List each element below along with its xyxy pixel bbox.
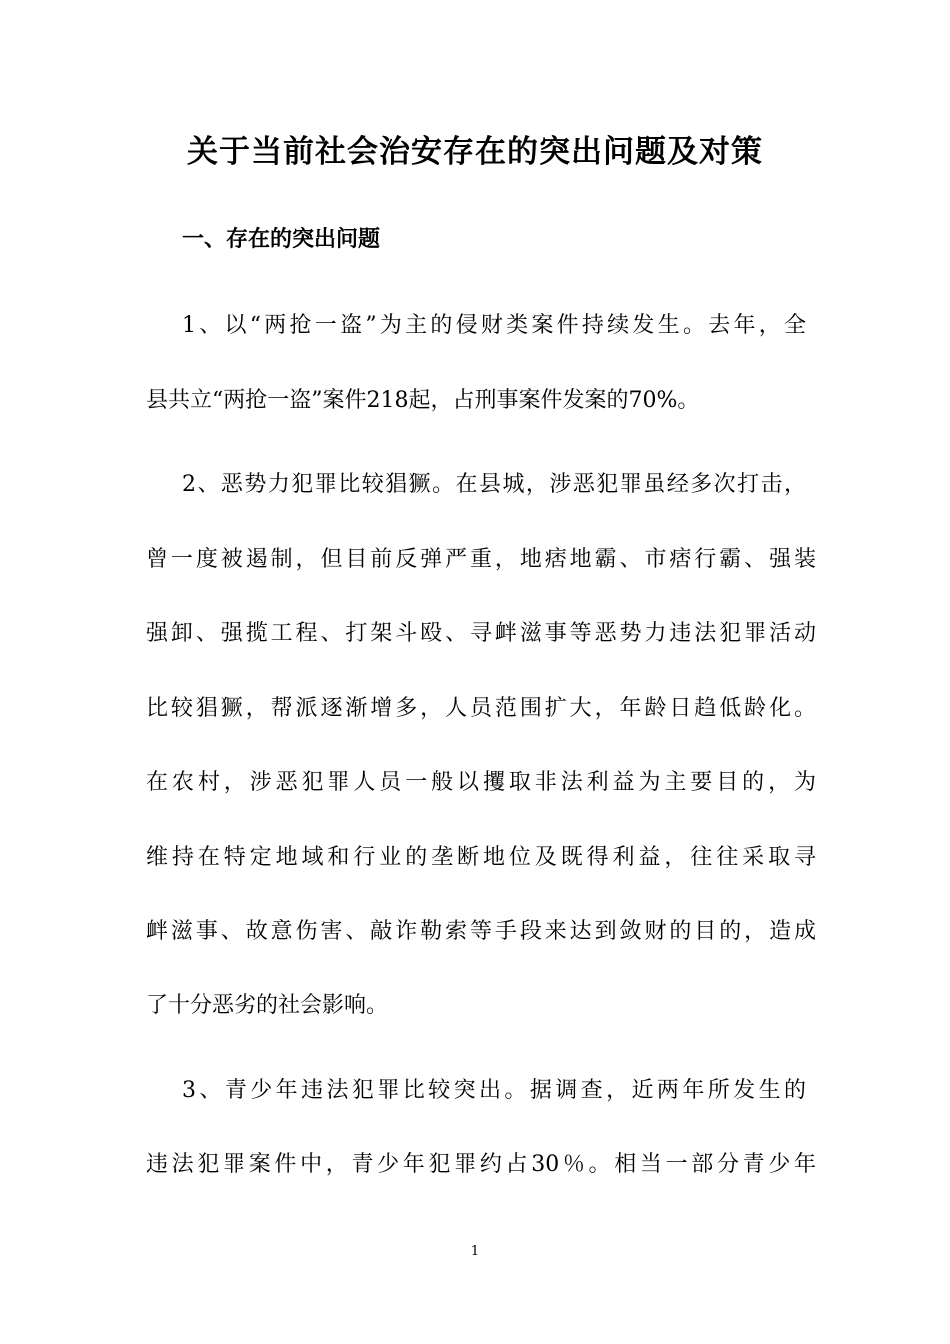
- document-title: 关于当前社会治安存在的突出问题及对策: [187, 134, 763, 170]
- page-number: 1: [470, 1244, 480, 1259]
- paragraph-line: 强卸、强揽工程、打架斗殴、寻衅滋事等恶势力违法犯罪活动: [146, 621, 816, 646]
- paragraph-line: 维持在特定地域和行业的垄断地位及既得利益，往往采取寻: [146, 845, 816, 870]
- paragraph-line: 衅滋事、故意伤害、敲诈勒索等手段来达到敛财的目的，造成: [146, 919, 816, 944]
- paragraph-line: 2、恶势力犯罪比较猖獗。在县城，涉恶犯罪虽经多次打击，: [182, 472, 806, 497]
- paragraph-line: 了十分恶劣的社会影响。: [146, 993, 389, 1018]
- paragraph-line: 县共立“两抢一盗”案件218起，占刑事案件发案的70%。: [146, 388, 700, 413]
- paragraph-line: 违法犯罪案件中，青少年犯罪约占30％。相当一部分青少年: [146, 1152, 816, 1177]
- paragraph-line: 3、青少年违法犯罪比较突出。据调查，近两年所发生的: [182, 1078, 806, 1103]
- paragraph-line: 1、以“两抢一盗”为主的侵财类案件持续发生。去年，全: [182, 313, 806, 338]
- paragraph-line: 曾一度被遏制，但目前反弹严重，地痞地霸、市痞行霸、强装: [146, 547, 816, 572]
- section-heading: 一、存在的突出问题: [182, 227, 381, 252]
- paragraph-line: 比较猖獗，帮派逐渐增多，人员范围扩大，年龄日趋低龄化。: [146, 696, 816, 721]
- paragraph-line: 在农村，涉恶犯罪人员一般以攫取非法利益为主要目的，为: [146, 770, 816, 795]
